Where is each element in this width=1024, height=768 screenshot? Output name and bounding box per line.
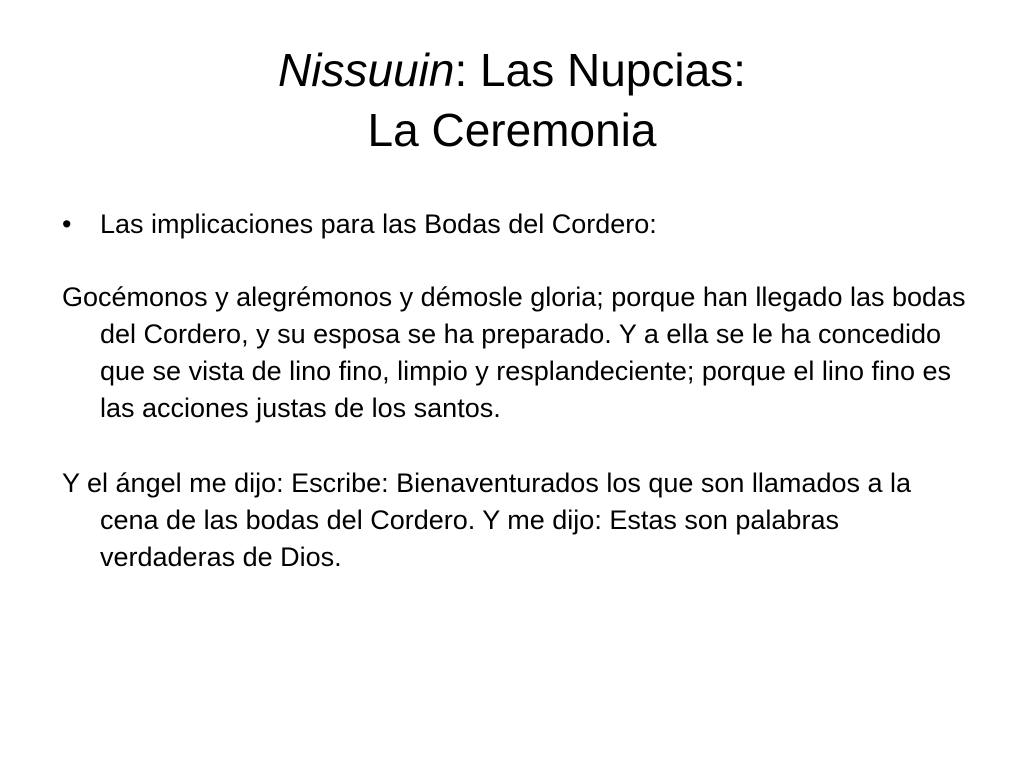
slide-title — [0, 40, 1024, 160]
bullet-item — [62, 206, 972, 243]
bullet-text: Las implicaciones para las Bodas del Cordero: — [100, 209, 657, 239]
title-line-2: La Ceremonia — [367, 104, 657, 156]
paragraph-2: Y el ángel me dijo: Escribe: Bienaventurados los que son llamados a la cena de las bodas del Cordero. Y me dijo: Estas son palabras verdaderas de Dios. — [62, 468, 912, 572]
paragraph-1: Gocémonos y alegrémonos y démosle gloria; porque han llegado las bodas del Cordero, y su esposa se ha preparado. Y a ella se le ha concedido que se vista de lino fino, limpio y resplandeciente; porque el lino fino es las acciones justas de los santos. — [62, 282, 966, 423]
title-rest-part: : Las Nupcias: — [454, 44, 746, 96]
title-italic-part: Nissuuin — [278, 44, 455, 96]
bullet-icon: • — [62, 209, 72, 239]
slide-body — [62, 206, 972, 576]
